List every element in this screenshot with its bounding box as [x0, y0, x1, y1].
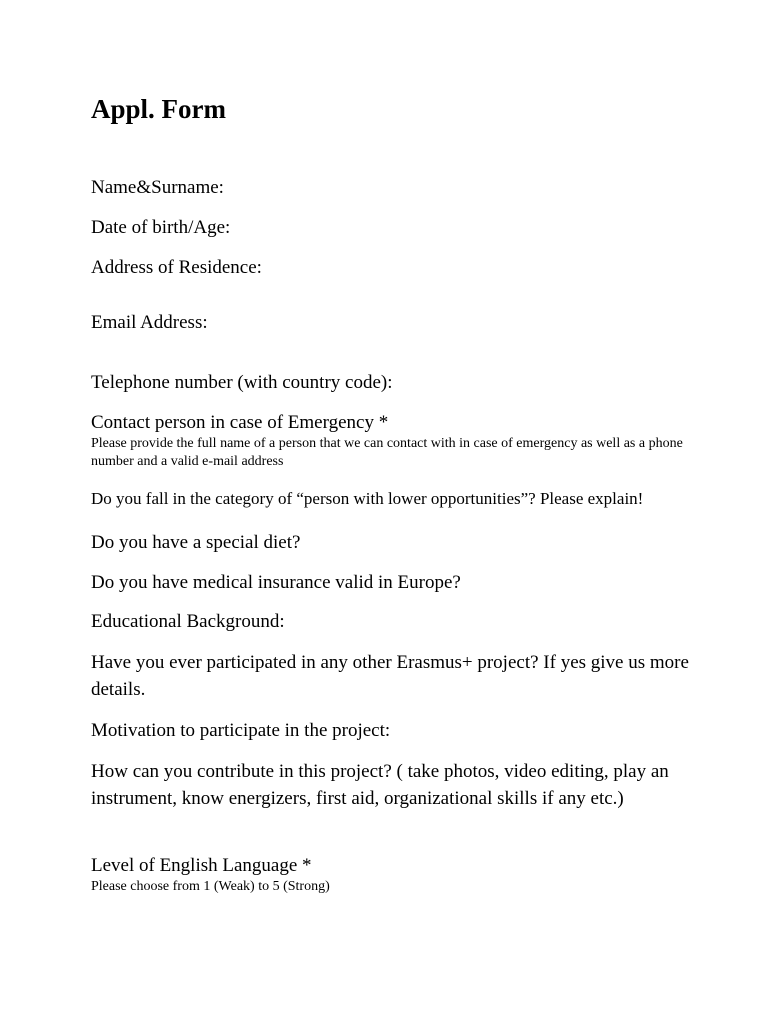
telephone-label: Telephone number (with country code):: [91, 372, 393, 393]
date-of-birth-label: Date of birth/Age:: [91, 217, 231, 238]
english-level-label: Level of English Language *: [91, 855, 312, 876]
educational-background-label: Educational Background:: [91, 611, 285, 632]
special-diet-label: Do you have a special diet?: [91, 532, 301, 553]
form-title: Appl. Form: [91, 94, 226, 124]
motivation-label: Motivation to participate in the project:: [91, 720, 391, 741]
medical-insurance-label: Do you have medical insurance valid in Europe?: [91, 572, 461, 593]
contribution-label: How can you contribute in this project? ( take photos, video editing, play an instrument, know energizers, first aid, organizational skills if any etc.): [91, 761, 669, 809]
erasmus-participation-label: Have you ever participated in any other Erasmus+ project? If yes give us more details.: [91, 652, 689, 700]
lower-opportunities-label: Do you fall in the category of “person with lower opportunities”? Please explain!: [91, 489, 644, 508]
email-label: Email Address:: [91, 312, 208, 333]
name-surname-label: Name&Surname:: [91, 177, 224, 198]
emergency-contact-hint: Please provide the full name of a person that we can contact with in case of emergency as well as a phone number and a valid e-mail address: [91, 436, 683, 469]
address-label: Address of Residence:: [91, 257, 262, 278]
english-level-hint: Please choose from 1 (Weak) to 5 (Strong): [91, 879, 330, 894]
emergency-contact-label: Contact person in case of Emergency *: [91, 412, 389, 433]
